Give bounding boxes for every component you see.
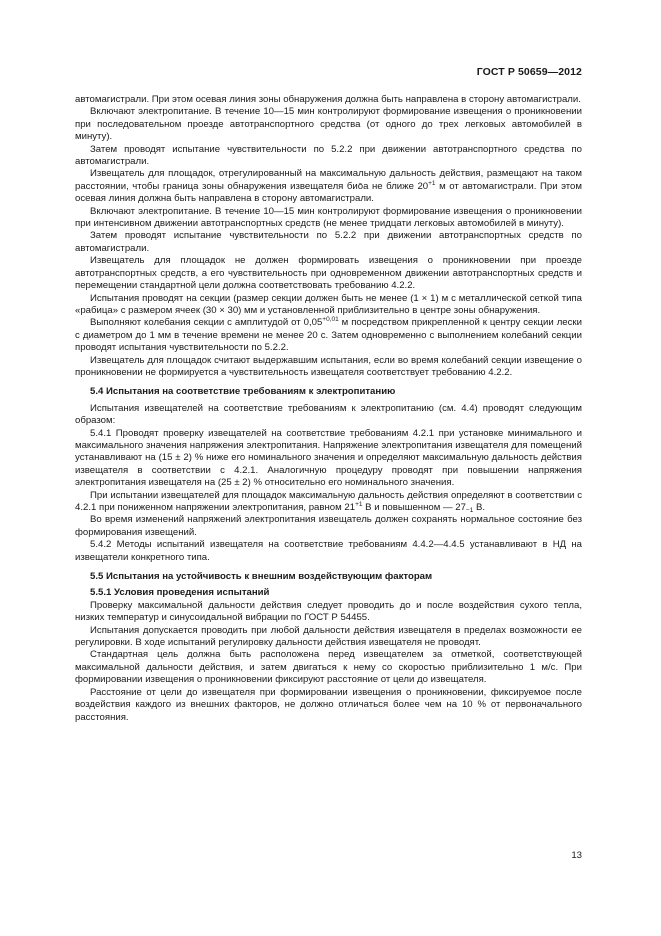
- superscript: +1: [355, 501, 363, 508]
- section-heading: 5.5 Испытания на устойчивость к внешним воздействующим факторам: [90, 571, 433, 583]
- paragraph: Расстояние от цели до извещателя при формировании извещения о проникновении, фиксируемое после воздействия каждого из внешних факторов, не должно отличаться более чем на 10 % от первоначального расстояния.: [75, 686, 582, 723]
- paragraph-text: м от автомагистрали. При этом осевая линия должна быть направлена в сторону автомагистрали.: [75, 180, 582, 205]
- paragraph-text: м посредством прикрепленной к центру секции лески с диаметром до 1 мм в течение времени не менее 20 с. Затем одновременно с выполнением колебаний секции проводят испытания чувствительности по 5.2.2.: [75, 317, 582, 354]
- page-number: 13: [571, 850, 582, 861]
- superscript: +1: [428, 179, 436, 187]
- paragraph: [75, 317, 582, 354]
- paragraph: Испытания проводят на секции (размер секции должен быть не менее (1 × 1) м с металлической сеткой типа «рабица» с размером ячеек (30 × 30) мм и установленной приблизительно в центре зоны обнаружения.: [75, 292, 582, 316]
- paragraph: Стандартная цель должна быть расположена перед извещателем за отметкой, соответствующей максимальной дальности действия, и затем двигаться к нему со скоростью приблизительно 1 м/с. При формировании извещения о проникновении фиксируют расстояние от цели до извещателя.: [75, 649, 582, 686]
- subscript: −1: [465, 507, 474, 514]
- paragraph: Извещатель для площадок считают выдержавшим испытания, если во время колебаний секции извещение о проникновении не формируется а чувствительность извещателя соответствует требованию 4.2.2.: [75, 354, 582, 378]
- section-heading: 5.4 Испытания на соответствие требованиям к электропитанию: [90, 386, 396, 398]
- paragraph: Проверку максимальной дальности действия следует проводить до и после воздействия сухого тепла, низких температур и синусоидальной вибрации по ГОСТ Р 54455.: [75, 599, 582, 624]
- paragraph: Испытания допускается проводить при любой дальности действия извещателя в пределах возможности ее регулировки. В ходе испытаний регулировку дальности действия извещателя не проводят.: [75, 624, 582, 649]
- subsection-heading: 5.5.1 Условия проведения испытаний: [90, 587, 270, 599]
- paragraph-text: Выполняют колебания секции с амплитудой от 0,05: [90, 317, 323, 329]
- superscript: +0,01: [322, 316, 339, 324]
- paragraph: 5.4.1 Проводят проверку извещателей на соответствие требованиям 4.2.1 при установке минимального и максимального значения напряжения электропитания. Напряжение электропитания извещателя для помещений устанавливают на (15 ± 2) % ниже его номинального значения и определяют максимальную дальность действия извещателя в соответствии с 4.2.1. Аналогичную процедуру проводят при повышении напряжения электропитания извещателя на (25 ± 2) % относительно его номинального значения.: [75, 427, 582, 489]
- paragraph: Испытания извещателей на соответствие требованиям к электропитанию (см. 4.4) проводят следующим образом:: [75, 402, 582, 427]
- paragraph: Затем проводят испытание чувствительности по 5.2.2 при движении автотранспортных средств по автомагистрали.: [75, 230, 582, 254]
- paragraph: Включают электропитание. В течение 10—15 мин контролируют формирование извещения о проникновении при интенсивном движении автотранспортных средств (не менее тридцати легковых автомобилей в минуту).: [75, 205, 582, 230]
- paragraph: Включают электропитание. В течение 10—15 мин контролируют формирование извещения о проникновении при последовательном проезде автотранспортного средства (от одного до трех легковых автомобилей в минуту).: [75, 106, 582, 143]
- paragraph: [75, 490, 582, 515]
- paragraph: Извещатель для площадок не должен формировать извещения о проникновении при проезде автотранспортных средств, а его чувствительность при одновременном движении автотранспортных средств и перемещении стандартной цели должна соответствовать требованию 4.2.2.: [75, 255, 582, 292]
- paragraph: Затем проводят испытание чувствительности по 5.2.2 при движении автотранспортного средства по автомагистрали.: [75, 143, 582, 168]
- paragraph: Во время изменений напряжений электропитания извещатель должен сохранять нормальное состояние без формирования извещений.: [75, 514, 582, 538]
- document-body: [75, 94, 582, 724]
- paragraph-text: Извещатель для площадок, отрегулированный на максимальную дальность действия, размещают на таком расстоянии, чтобы граница зоны обнаружения извещателя био̄а не ближе 20: [75, 168, 582, 192]
- paragraph-text: В и повышенном — 27: [362, 502, 466, 513]
- paragraph: 5.4.2 Методы испытаний извещателя на соответствие требованиям 4.4.2—4.4.5 устанавливают в НД на извещатели конкретного типа.: [75, 539, 582, 563]
- document-header: ГОСТ Р 50659—2012: [476, 66, 582, 78]
- paragraph: автомагистрали. При этом осевая линия зоны обнаружения должна быть направлена в сторону автомагистрали.: [75, 94, 581, 105]
- paragraph-text: При испытании извещателей для площадок максимальную дальность действия определяют в соответствии с 4.2.1 при пониженном напряжении электропитания, равном 21: [75, 489, 582, 513]
- paragraph-text: В.: [473, 502, 486, 513]
- paragraph: [75, 168, 582, 205]
